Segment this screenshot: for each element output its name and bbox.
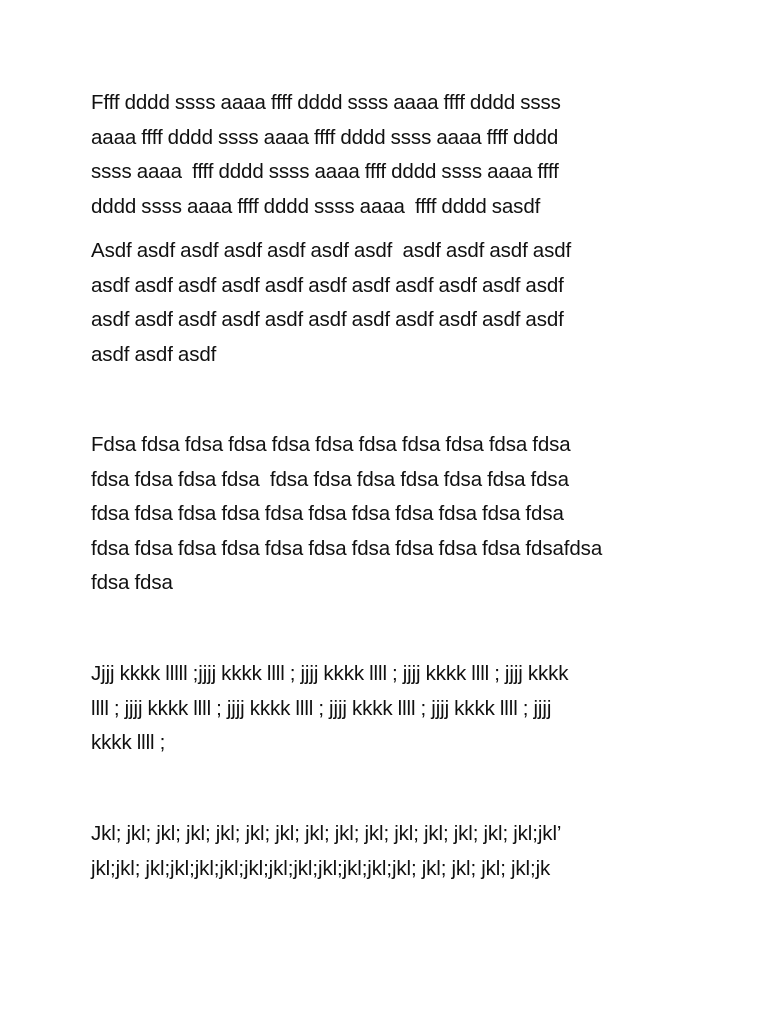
paragraph-fdsa-drill: Ffff dddd ssss aaaa ffff dddd ssss aaaa ffff dddd ssss aaaa ffff dddd ssss aaaa ffff dddd ssss aaaa ffff dddd ssss aaaa ffff dddd ssss aaaa ffff dddd ssss aaaa ffff dddd ssss aaaa ffff dddd ssss aaaa ffff dddd sasdf: [91, 91, 561, 218]
paragraph-fdsa-reverse-drill: Fdsa fdsa fdsa fdsa fdsa fdsa fdsa fdsa fdsa fdsa fdsa fdsa fdsa fdsa fdsa fdsa fdsa fdsa fdsa fdsa fdsa fdsa fdsa fdsa fdsa fdsa fdsa fdsa fdsa fdsa fdsa fdsa fdsa fdsa fdsa fdsa fdsa fdsa fdsa fdsa fdsa fdsa fdsa fdsafdsa fdsa fdsa: [91, 433, 603, 594]
paragraph-jkl-semicolon-drill: Jkl; jkl; jkl; jkl; jkl; jkl; jkl; jkl; jkl; jkl; jkl; jkl; jkl; jkl; jkl;jkl’ jkl;jkl; jkl;jkl;jkl;jkl;jkl;jkl;jkl;jkl;jkl;jkl;jkl; jkl; jkl; jkl; jkl;jk: [91, 822, 562, 880]
paragraph-jkl-drill: Jjjj kkkk lllll ;jjjj kkkk llll ; jjjj kkkk llll ; jjjj kkkk llll ; jjjj kkkk llll ; jjjj kkkk llll ; jjjj kkkk llll ; jjjj kkkk llll ; jjjj kkkk llll ; jjjj kkkk llll ;: [91, 662, 569, 754]
paragraph-asdf-drill: Asdf asdf asdf asdf asdf asdf asdf asdf asdf asdf asdf asdf asdf asdf asdf asdf asdf asdf asdf asdf asdf asdf asdf asdf asdf asdf asdf asdf asdf asdf asdf asdf asdf asdf asdf asdf: [91, 239, 572, 366]
